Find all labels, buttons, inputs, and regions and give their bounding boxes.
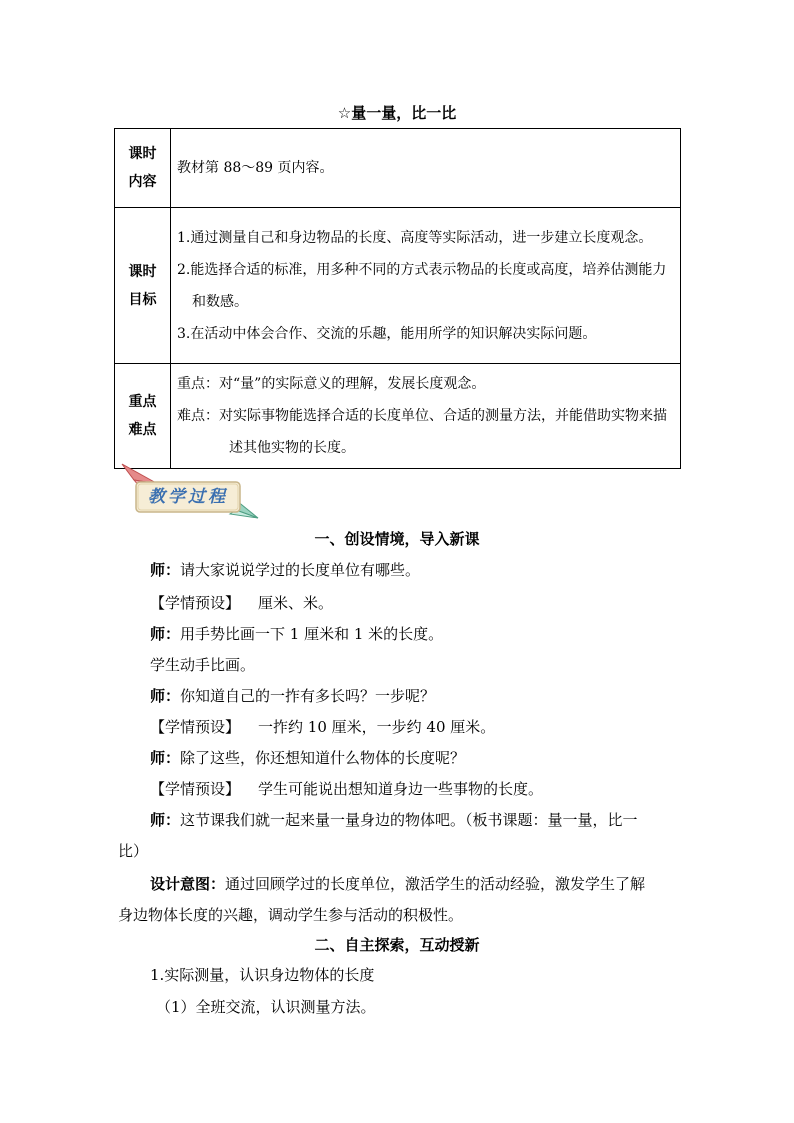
row-content xyxy=(171,129,681,208)
dialogue-line xyxy=(150,778,710,799)
design-intent-text: 通过回顾学过的长度单位，激活学生的活动经验，激发学生了解 xyxy=(225,875,646,893)
section-heading: 一、创设情境，导入新课 xyxy=(314,530,480,548)
dialogue-text: 用手势比画一下 1 厘米和 1 米的长度。 xyxy=(180,625,444,643)
speaker-label: 师： xyxy=(150,749,181,767)
dialogue-text: 这节课我们就一起来量一量身边的物体吧。（板书课题：量一量，比一 xyxy=(180,811,638,829)
speaker-label: 师： xyxy=(150,811,181,829)
table-row xyxy=(115,129,681,208)
row-label xyxy=(115,364,171,469)
row-label-line: 课时 xyxy=(128,263,157,280)
lesson-info-table xyxy=(114,128,681,469)
row-label xyxy=(115,129,171,208)
banner-label: 教学过程 xyxy=(148,487,228,507)
speaker-label: 师： xyxy=(150,625,181,643)
subsection-title: 1.实际测量，认识身边物体的长度 xyxy=(150,966,375,984)
row-content xyxy=(171,364,681,469)
table-row xyxy=(115,364,681,469)
dialogue-line xyxy=(150,592,710,613)
dialogue-line xyxy=(150,747,710,768)
dialogue-text: 学生可能说出想知道身边一些事物的长度。 xyxy=(258,780,544,798)
content-line: 1.通过测量自己和身边物品的长度、高度等实际活动，进一步建立长度观念。 xyxy=(177,229,653,246)
dialogue-line xyxy=(150,654,710,675)
design-intent-continued: 身边物体长度的兴趣，调动学生参与活动的积极性。 xyxy=(118,906,464,924)
dialogue-line xyxy=(150,623,710,644)
row-content xyxy=(171,208,681,364)
content-line: 3.在活动中体会合作、交流的乐趣，能用所学的知识解决实际问题。 xyxy=(177,325,597,342)
dialogue-text: 你知道自己的一拃有多长吗？一步呢？ xyxy=(180,687,436,705)
speaker-label: 【学情预设】 xyxy=(150,780,241,798)
table-row xyxy=(115,208,681,364)
dialogue-line xyxy=(150,685,710,706)
row-label-line: 难点 xyxy=(128,422,157,438)
dialogue-line xyxy=(150,809,710,830)
row-label-line: 内容 xyxy=(128,174,157,190)
row-label-line: 目标 xyxy=(128,291,157,308)
dialogue-text: 除了这些，你还想知道什么物体的长度呢？ xyxy=(180,749,466,767)
speaker-label: 师： xyxy=(150,561,181,579)
section-heading: 二、自主探索，互动授新 xyxy=(314,936,480,954)
content-line: 难点：对实际事物能选择合适的长度单位、合适的测量方法，并能借助实物来描述其他实物的长度。 xyxy=(177,408,667,456)
design-intent xyxy=(150,873,710,894)
content-line: 教材第 88～89 页内容。 xyxy=(177,160,334,176)
row-label-line: 重点 xyxy=(128,394,157,410)
teaching-process-banner xyxy=(118,462,263,522)
dialogue-text: 一拃约 10 厘米，一步约 40 厘米。 xyxy=(258,718,496,736)
dialogue-text: 请大家说说学过的长度单位有哪些。 xyxy=(180,561,421,579)
content-line: 2.能选择合适的标准，用多种不同的方式表示物品的长度或高度，培养估测能力和数感。 xyxy=(177,261,667,310)
row-label-line: 课时 xyxy=(128,146,157,162)
speaker-label: 【学情预设】 xyxy=(150,594,241,612)
subsection-item: （1）全班交流，认识测量方法。 xyxy=(156,998,376,1016)
content-line: 重点：对“量”的实际意义的理解，发展长度观念。 xyxy=(177,376,486,392)
dialogue-line xyxy=(150,716,710,737)
page-title: ☆量一量，比一比 xyxy=(337,104,457,122)
dialogue-text: 厘米、米。 xyxy=(258,594,334,612)
dialogue-text: 学生动手比画。 xyxy=(150,656,256,674)
dialogue-line-continued: 比） xyxy=(118,842,149,860)
row-label xyxy=(115,208,171,364)
speaker-label: 师： xyxy=(150,687,181,705)
dialogue-line xyxy=(150,559,710,580)
speaker-label: 【学情预设】 xyxy=(150,718,241,736)
design-intent-label: 设计意图： xyxy=(150,875,226,893)
